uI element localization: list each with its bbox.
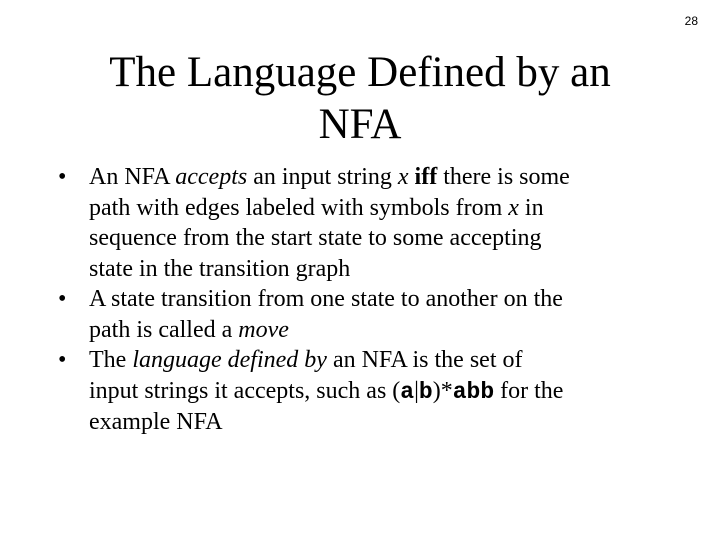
- code-symbol-a: a: [400, 378, 415, 405]
- bullet-marker: •: [58, 286, 67, 312]
- term-iff: iff: [414, 164, 438, 190]
- bullet-marker: •: [58, 164, 67, 190]
- text-line: [89, 376, 688, 408]
- text-run: path is called a: [89, 316, 239, 343]
- slide-title: [0, 47, 720, 151]
- text-line: sequence from the start state to some accepting: [89, 225, 542, 251]
- term-language-defined-by: language defined by: [132, 347, 327, 373]
- text-line: example NFA: [89, 409, 223, 435]
- bullet-text: [89, 162, 688, 284]
- text-line: [89, 345, 688, 376]
- text-run: an NFA is the set of: [326, 347, 523, 373]
- bullet-marker: •: [58, 347, 67, 373]
- variable-x: x: [397, 164, 409, 190]
- bullet-item-language: [58, 345, 688, 438]
- slide-number: 28: [684, 14, 698, 28]
- text-run: in: [518, 194, 544, 221]
- text-run: path with edges labeled with symbols from: [89, 194, 509, 221]
- text-run: there is some: [437, 164, 570, 190]
- text-line: [89, 193, 688, 224]
- text-line: state in the transition graph: [89, 255, 351, 282]
- code-string-abb: abb: [452, 378, 495, 405]
- code-symbol-b: b: [418, 378, 433, 405]
- text-line: [89, 315, 688, 346]
- text-run: The: [89, 347, 133, 373]
- text-run: an input string: [247, 164, 398, 190]
- text-run: |: [414, 377, 419, 404]
- text-run: )*: [432, 377, 453, 404]
- text-run: for the: [494, 377, 564, 404]
- title-line-1: The Language Defined by an: [109, 49, 611, 96]
- bullet-item-accepts: [58, 162, 688, 284]
- bullet-list: [58, 162, 688, 438]
- variable-x: x: [508, 194, 519, 221]
- text-run: An NFA: [89, 164, 176, 190]
- term-move: move: [238, 316, 289, 343]
- bullet-text: [89, 284, 688, 345]
- title-line-2: NFA: [318, 101, 402, 148]
- text-line: A state transition from one state to another on the: [89, 286, 563, 312]
- bullet-text: [89, 345, 688, 438]
- term-accepts: accepts: [175, 164, 248, 190]
- bullet-item-move: [58, 284, 688, 345]
- text-run: input strings it accepts, such as (: [89, 377, 401, 404]
- text-line: [89, 162, 688, 193]
